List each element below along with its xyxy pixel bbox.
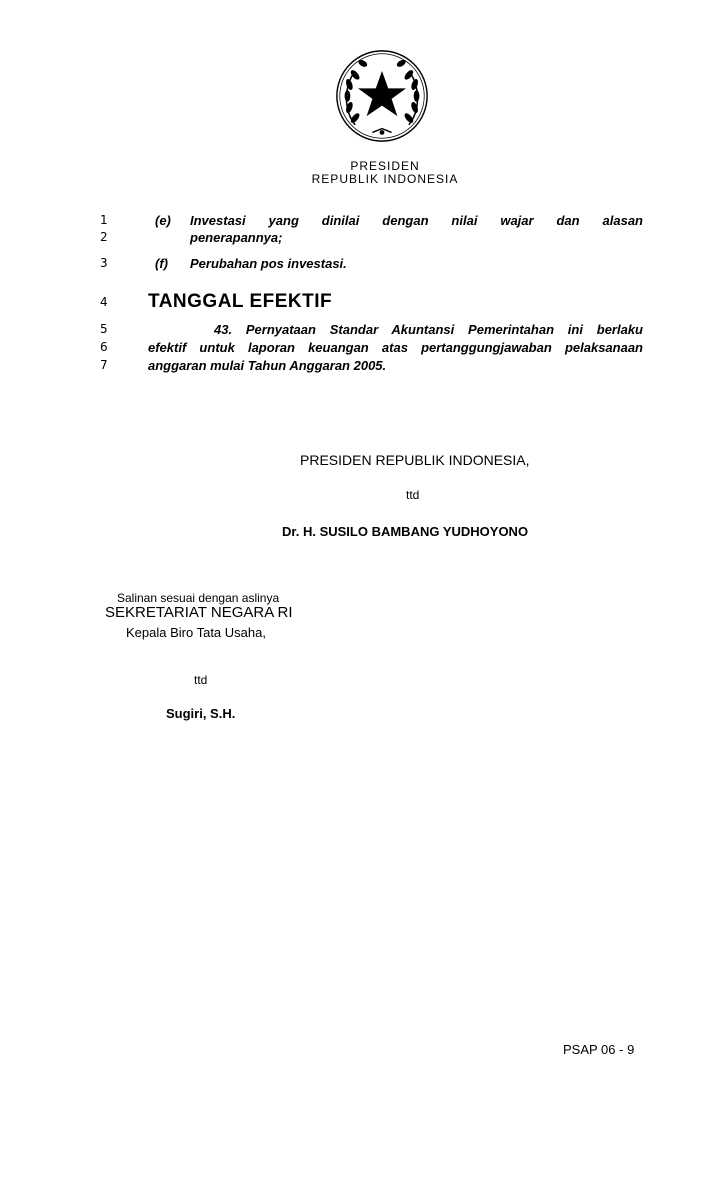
copy-certification-note: Salinan sesuai dengan aslinya <box>117 591 280 605</box>
list-item-marker: (e) <box>155 213 171 228</box>
line-number: 7 <box>100 358 108 372</box>
paragraph-line: efektif untuk laporan keuangan atas pertanggungjawaban pelaksanaan <box>148 340 643 355</box>
signed-mark: ttd <box>406 488 420 502</box>
copy-signatory-name: Sugiri, S.H. <box>166 706 236 721</box>
header-title-line2: REPUBLIK INDONESIA <box>311 172 459 186</box>
section-heading: TANGGAL EFEKTIF <box>148 291 333 312</box>
list-item-marker: (f) <box>155 256 168 271</box>
copy-signed-mark: ttd <box>194 673 208 687</box>
signatory-title: PRESIDEN REPUBLIK INDONESIA, <box>300 452 530 468</box>
list-item-text: Perubahan pos investasi. <box>190 256 347 271</box>
line-number: 3 <box>100 256 108 270</box>
list-item-text: Investasi yang dinilai dengan nilai wajar dan alasan <box>190 213 643 228</box>
presidential-seal-icon <box>334 48 430 144</box>
signatory-name: Dr. H. SUSILO BAMBANG YUDHOYONO <box>282 524 529 539</box>
line-number: 2 <box>100 230 108 244</box>
line-number: 1 <box>100 213 108 227</box>
header-title-line1: PRESIDEN <box>350 159 420 173</box>
paragraph-line: 43. Pernyataan Standar Akuntansi Pemerintahan ini berlaku <box>214 322 643 337</box>
copy-certification-position: Kepala Biro Tata Usaha, <box>126 625 266 640</box>
paragraph-line: anggaran mulai Tahun Anggaran 2005. <box>148 358 387 373</box>
line-number: 6 <box>100 340 108 354</box>
page-number: PSAP 06 - 9 <box>563 1042 635 1057</box>
copy-certification-office: SEKRETARIAT NEGARA RI <box>105 604 293 621</box>
line-number: 4 <box>100 295 108 309</box>
list-item-text-continued: penerapannya; <box>190 230 283 245</box>
line-number: 5 <box>100 322 108 336</box>
